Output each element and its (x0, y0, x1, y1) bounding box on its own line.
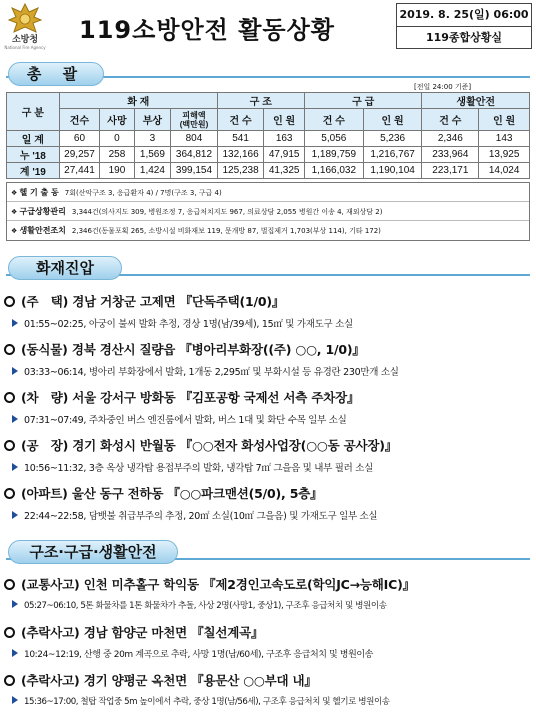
incident-detail-text: 05:27~06:10, 5톤 화물차를 1톤 화물차가 추돌, 사상 2명(사망1, 중상1), 구조후 응급처치 및 병원이송 (24, 601, 387, 611)
table-cell: 364,812 (171, 147, 218, 163)
incident-title (4, 575, 415, 593)
header-fire: 화 재 (59, 93, 217, 109)
section-title-summary: 총 괄 (8, 62, 104, 86)
circle-bullet-icon (4, 675, 15, 686)
incident-category: (추락사고) (21, 625, 80, 640)
circle-bullet-icon (4, 627, 15, 638)
incident-detail (12, 316, 353, 330)
section-title-rescue: 구조·구급·생활안전 (8, 540, 178, 564)
header-life-safety: 생활안전 (422, 93, 530, 109)
incident-category: (교통사고) (21, 577, 80, 592)
table-cell: 125,238 (217, 163, 264, 179)
incident-category: (공 장) (21, 438, 69, 453)
triangle-bullet-icon (12, 511, 18, 519)
subheader-cell: 건수 (59, 109, 100, 131)
circle-bullet-icon (4, 392, 15, 403)
circle-bullet-icon (4, 440, 15, 451)
incident-detail (12, 460, 373, 474)
incident-detail-text: 07:31~07:49, 주차중인 버스 엔진룸에서 발화, 버스 1대 및 화단 수목 일부 소실 (24, 415, 347, 426)
incident-location: 울산 동구 전하동 『○○파크맨션(5/0), 5층』 (71, 486, 323, 501)
subheader-cell: 인 원 (479, 109, 530, 131)
incident-detail (12, 599, 387, 611)
note-text: 2,346건(동물포획 265, 소방시설 비화재보 119, 문개방 87, 벌집제거 1,703(부상 114), 기타 172) (71, 227, 381, 235)
triangle-bullet-icon (12, 600, 18, 608)
table-cell: 258 (100, 147, 134, 163)
section-title-fire: 화재진압 (8, 256, 122, 280)
incident-location: 경북 경산시 질량읍 『병아리부화장((주) ○○, 1/0)』 (71, 342, 365, 357)
table-row (7, 147, 530, 163)
subheader-cell: 건 수 (217, 109, 264, 131)
incident-location: 인천 미추홀구 학익동 『제2경인고속도로(학익JC→능해IC)』 (83, 577, 415, 592)
incident-detail-text: 01:55~02:25, 아궁이 불씨 발화 추정, 경상 1명(남/39세), 15㎡ 및 가재도구 소실 (24, 319, 353, 330)
subheader-cell: 인 원 (363, 109, 422, 131)
incident-location: 경기 양평군 옥천면 『용문산 ○○부대 내』 (83, 673, 317, 688)
incident-title (4, 484, 322, 502)
incident-location: 경남 함양군 마천면 『칠선계곡』 (83, 625, 264, 640)
incident-title (4, 292, 284, 310)
table-row (7, 131, 530, 147)
incident-detail-text: 15:36~17:00, 철탑 작업중 5m 높이에서 추락, 중상 1명(남/56세), 구조후 응급처치 및 헬기로 병원이송 (24, 697, 390, 707)
logo-text: 소방청 (11, 35, 39, 45)
subheader-cell: 건 수 (422, 109, 479, 131)
diamond-bullet-icon: ❖ (11, 208, 20, 216)
note-label: 헬 기 출 동 (19, 188, 59, 197)
table-cell: 1,190,104 (363, 163, 422, 179)
header-rescue: 구 조 (217, 93, 304, 109)
subheader-cell: 피해액 (백만원) (171, 109, 218, 131)
header-ems: 구 급 (304, 93, 422, 109)
table-cell: 804 (171, 131, 218, 147)
header-category: 구 분 (7, 93, 60, 131)
incident-detail-text: 10:24~12:19, 산행 중 20m 계곡으로 추락, 사망 1명(남/60세), 구조후 응급처치 및 병원이송 (24, 650, 373, 660)
logo-subtext: National Fire Agency (4, 45, 46, 50)
circle-bullet-icon (4, 579, 15, 590)
table-cell: 27,441 (59, 163, 100, 179)
summary-notes (6, 182, 530, 241)
page-title: 119소방안전 활동상황 (79, 16, 335, 44)
incident-title (4, 671, 317, 689)
incident-detail-text: 22:44~22:58, 담뱃불 취급부주의 추정, 20㎡ 소실(10㎡ 그을음) 및 가재도구 일부 소실 (24, 511, 378, 522)
note-row (7, 183, 529, 202)
triangle-bullet-icon (12, 696, 18, 704)
incident-detail (12, 695, 390, 707)
table-cell: 5,056 (304, 131, 363, 147)
triangle-bullet-icon (12, 463, 18, 471)
note-row (7, 221, 529, 240)
incident-detail-text: 10:56~11:32, 3층 옥상 냉각탑 용접부주의 발화, 냉각탑 7㎡ 그을음 및 내부 필러 소실 (24, 463, 373, 474)
subheader-cell: 사망 (100, 109, 134, 131)
table-cell: 1,424 (134, 163, 170, 179)
incident-detail (12, 412, 346, 426)
table-cell: 1,569 (134, 147, 170, 163)
fire-agency-emblem-icon (7, 2, 43, 34)
row-label: 일 계 (7, 131, 60, 147)
agency-logo (4, 2, 46, 52)
table-cell: 1,189,759 (304, 147, 363, 163)
incident-location: 경기 화성시 반월동 『○○전자 화성사업장(○○동 공사장)』 (72, 438, 398, 453)
table-cell: 223,171 (422, 163, 479, 179)
note-text: 3,344건(의사지도 309, 병원조정 7, 응급처치지도 967, 의료상담 2,055 병원간 이송 4, 재외상담 2) (71, 208, 383, 216)
note-text: 7회(산악구조 3, 응급환자 4) / 7명(구조 3, 구급 4) (64, 189, 222, 197)
table-cell: 233,964 (422, 147, 479, 163)
table-row (7, 163, 530, 179)
incident-title (4, 388, 359, 406)
table-cell: 60 (59, 131, 100, 147)
diamond-bullet-icon: ❖ (11, 189, 20, 197)
table-cell: 41,325 (264, 163, 305, 179)
table-cell: 163 (264, 131, 305, 147)
date-box (396, 3, 532, 49)
data-basis-note: [전일 24:00 기준] (414, 83, 472, 91)
row-label: 계 '19 (7, 163, 60, 179)
incident-location: 서울 강서구 방화동 『김포공항 국제선 서측 주차장』 (72, 390, 360, 405)
incident-category: (차 량) (21, 390, 69, 405)
triangle-bullet-icon (12, 319, 18, 327)
triangle-bullet-icon (12, 367, 18, 375)
table-cell: 14,024 (479, 163, 530, 179)
table-cell: 5,236 (363, 131, 422, 147)
circle-bullet-icon (4, 296, 15, 307)
incident-detail-text: 03:33~06:14, 병아리 부화장에서 발화, 1개동 2,295㎡ 및 부화시설 등 유경란 230만개 소실 (24, 367, 399, 378)
incident-detail (12, 508, 377, 522)
incident-detail (12, 647, 373, 660)
note-label: 생활안전조치 (19, 226, 66, 235)
table-cell: 13,925 (479, 147, 530, 163)
report-datetime: 2019. 8. 25(일) 06:00 (397, 4, 531, 27)
incident-title (4, 436, 397, 454)
incident-category: (동식물) (21, 342, 68, 357)
table-cell: 143 (479, 131, 530, 147)
report-header (0, 0, 536, 56)
diamond-bullet-icon: ❖ (11, 227, 20, 235)
table-cell: 190 (100, 163, 134, 179)
row-label: 누 '18 (7, 147, 60, 163)
table-cell: 1,216,767 (363, 147, 422, 163)
incident-category: (아파트) (21, 486, 68, 501)
triangle-bullet-icon (12, 415, 18, 423)
subheader-cell: 건 수 (304, 109, 363, 131)
triangle-bullet-icon (12, 649, 18, 657)
table-cell: 1,166,032 (304, 163, 363, 179)
table-cell: 2,346 (422, 131, 479, 147)
table-cell: 29,257 (59, 147, 100, 163)
incident-category: (주 택) (21, 294, 69, 309)
table-cell: 541 (217, 131, 264, 147)
summary-table (6, 92, 530, 179)
report-office: 119종합상황실 (425, 31, 503, 44)
table-cell: 132,166 (217, 147, 264, 163)
subheader-cell: 부상 (134, 109, 170, 131)
circle-bullet-icon (4, 344, 15, 355)
incident-category: (추락사고) (21, 673, 80, 688)
table-cell: 0 (100, 131, 134, 147)
incident-detail (12, 364, 399, 378)
incident-title (4, 623, 263, 641)
note-row (7, 202, 529, 221)
note-label: 구급상황관리 (19, 207, 66, 216)
table-cell: 47,915 (264, 147, 305, 163)
incident-location: 경남 거창군 고제면 『단독주택(1/0)』 (72, 294, 285, 309)
table-cell: 3 (134, 131, 170, 147)
incident-title (4, 340, 365, 358)
circle-bullet-icon (4, 488, 15, 499)
table-cell: 399,154 (171, 163, 218, 179)
subheader-cell: 인 원 (264, 109, 305, 131)
